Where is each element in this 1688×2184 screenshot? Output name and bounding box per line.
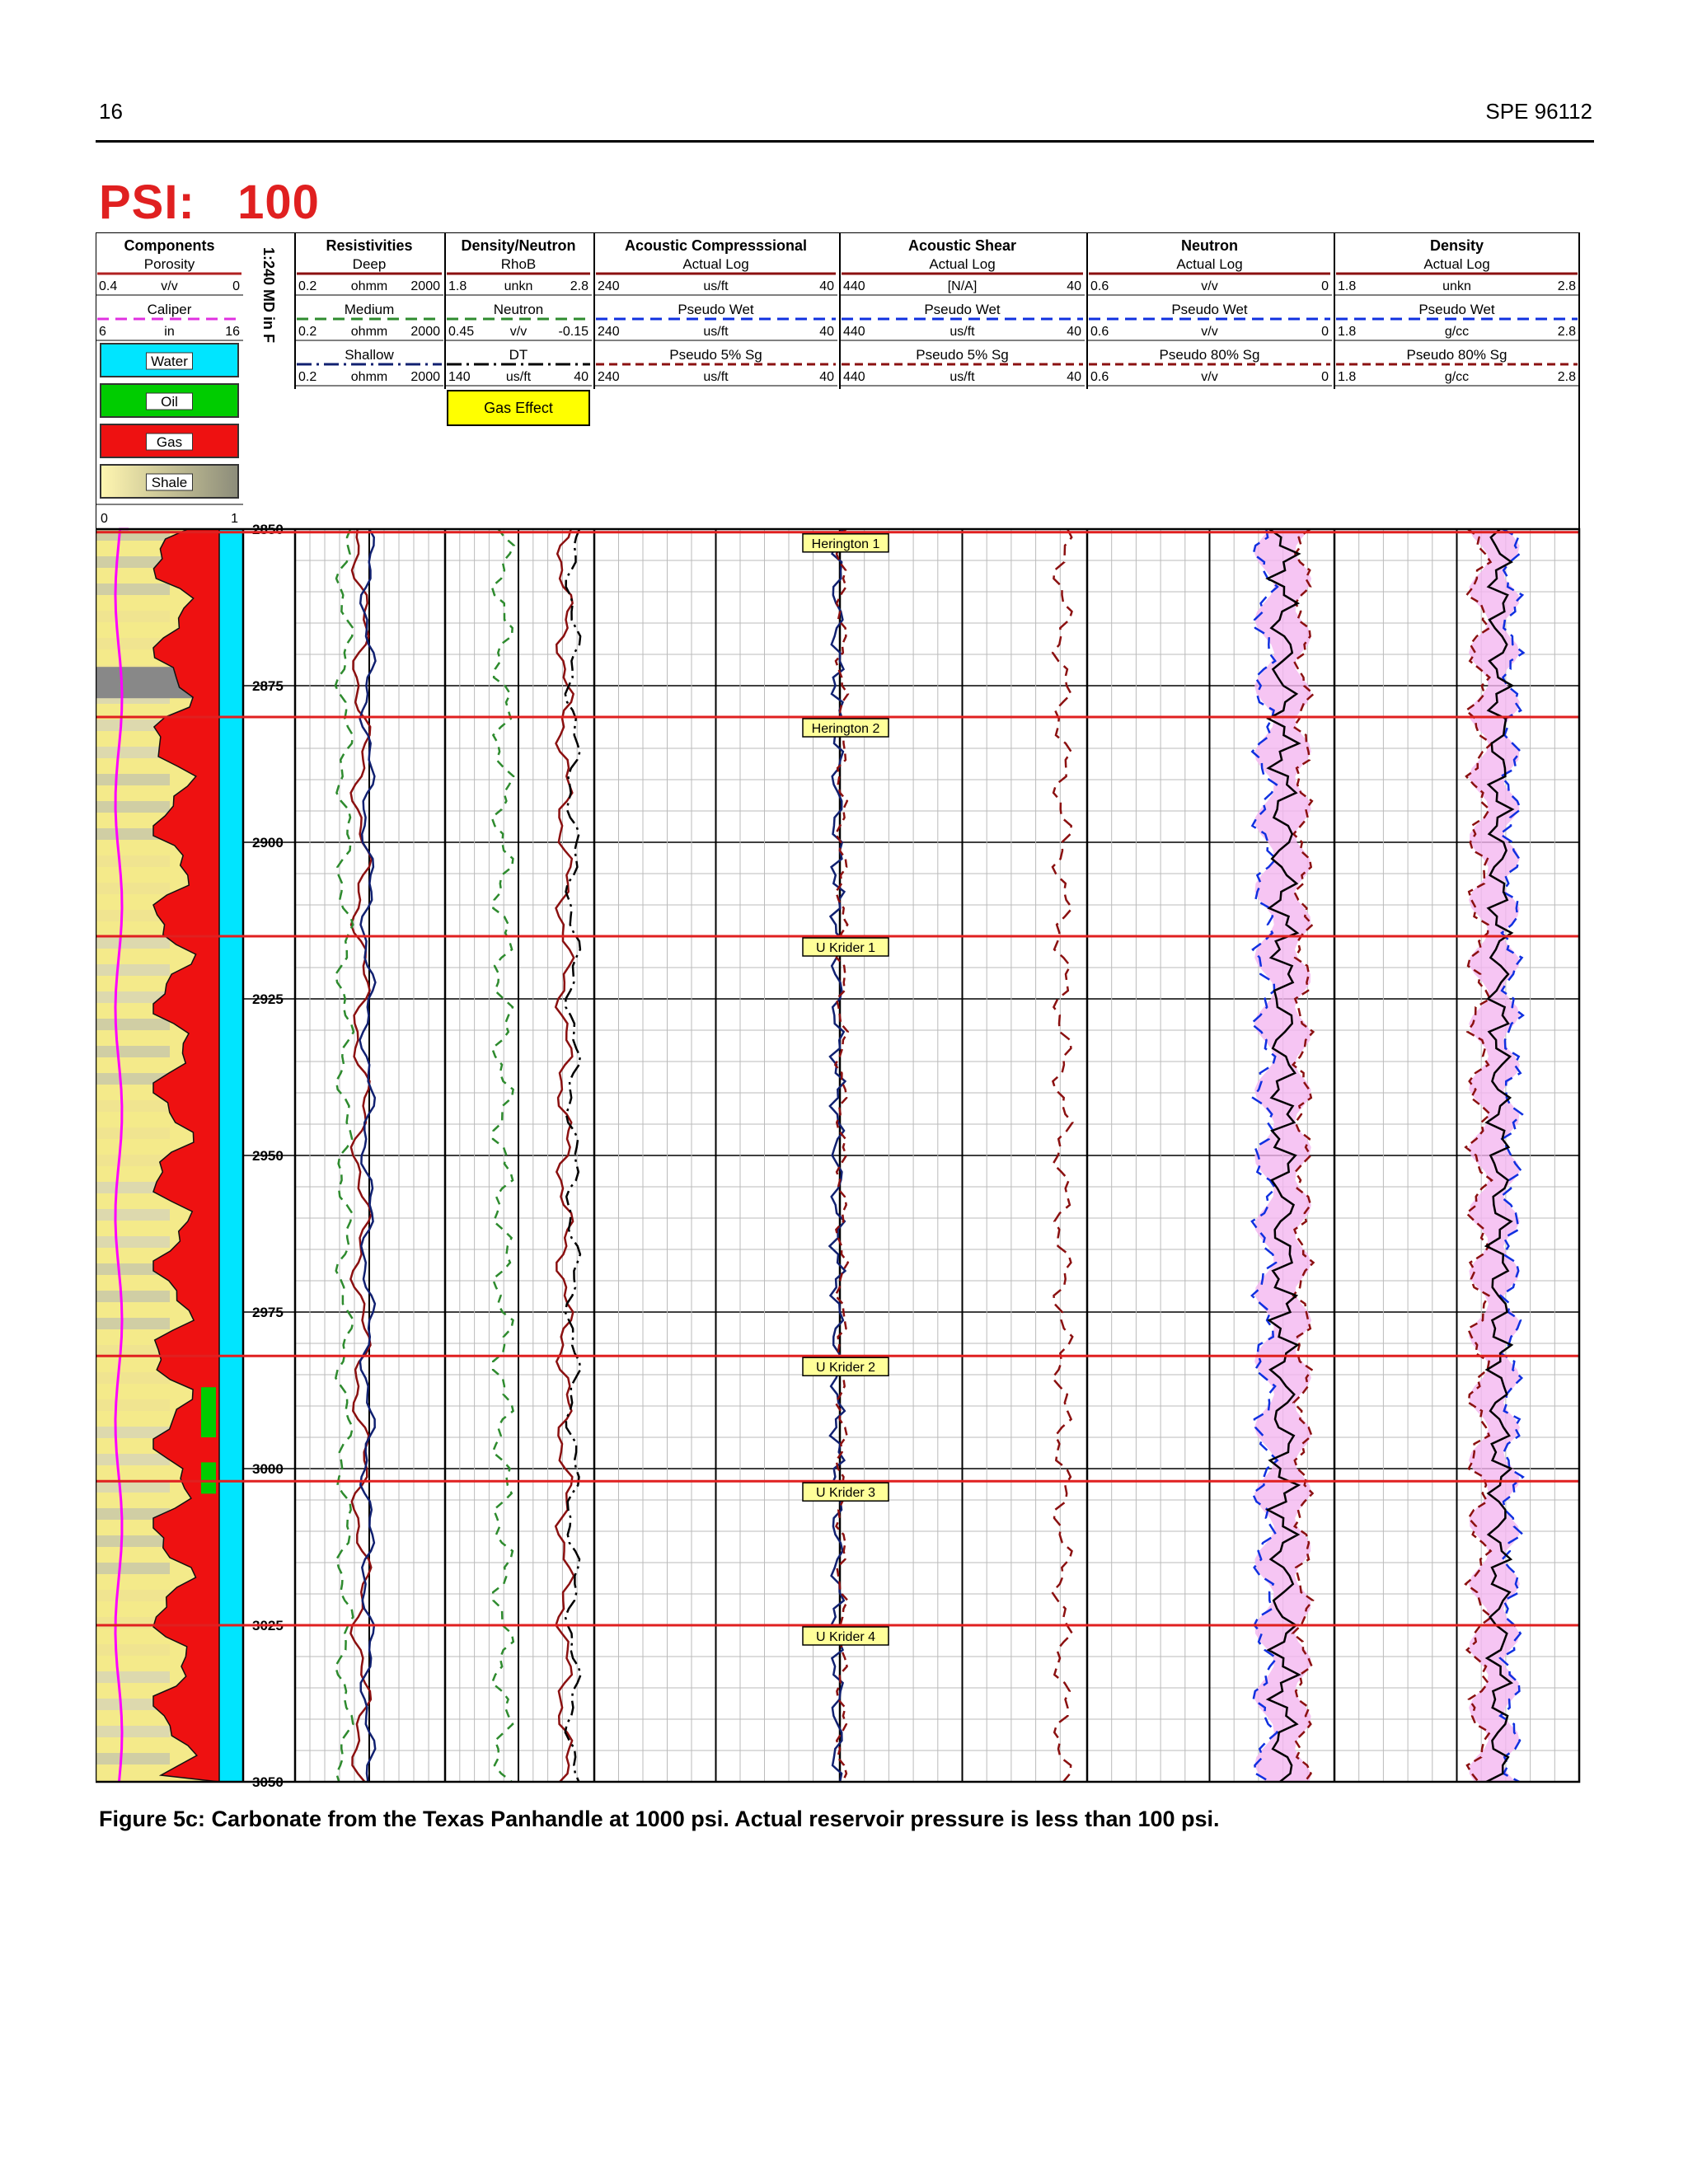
scale-max: 40 — [1067, 279, 1081, 293]
curve-name: Porosity — [143, 256, 195, 272]
curve-unit: us/ft — [950, 325, 975, 339]
scale-max: 2000 — [410, 279, 440, 293]
shale-band — [96, 1209, 170, 1221]
curve-name: Actual Log — [682, 256, 749, 272]
scale-min: 140 — [448, 370, 471, 384]
legend-gas: Gas — [156, 434, 183, 450]
shale-band — [96, 583, 170, 595]
shale-band — [96, 1127, 170, 1139]
depth-label: 2850 — [252, 522, 284, 537]
scale-min: 0.6 — [1090, 370, 1109, 384]
shale-band — [96, 1399, 170, 1411]
shale-band — [96, 1590, 170, 1601]
shale-band — [96, 1236, 170, 1248]
scale-min: 0.6 — [1090, 279, 1109, 293]
track-title: Acoustic Compresssional — [624, 237, 808, 254]
depth-scale-label: 1:240 MD in F — [260, 247, 277, 344]
formation-top-label: U Krider 3 — [815, 1486, 876, 1501]
curve-unit: ohmm — [350, 325, 388, 339]
scale-max: 2.8 — [570, 279, 588, 293]
curve-unit: g/cc — [1444, 370, 1470, 384]
oil-fill — [201, 1462, 216, 1493]
curve-name: Pseudo 5% Sg — [916, 347, 1009, 363]
scale-max: 2.8 — [1557, 370, 1576, 384]
scale-max: 2000 — [410, 325, 440, 339]
shale-band — [96, 1481, 170, 1493]
scale-max: 2000 — [410, 370, 440, 384]
track-title: Density — [1429, 237, 1484, 254]
depth-label: 2975 — [252, 1305, 284, 1320]
track-title: Neutron — [1181, 237, 1238, 254]
formation-top-label: U Krider 2 — [815, 1361, 876, 1376]
curve-unit: us/ft — [703, 279, 729, 293]
shale-band — [96, 1644, 170, 1656]
shale-band — [96, 1563, 170, 1574]
curve-name: Pseudo Wet — [1171, 302, 1248, 317]
shale-band — [96, 1291, 170, 1302]
scale-max: 2.8 — [1557, 325, 1576, 339]
scale-min: 0.4 — [99, 279, 118, 293]
scale-min: 1.8 — [1338, 370, 1357, 384]
shale-band — [96, 1372, 170, 1384]
depth-label: 2950 — [252, 1148, 284, 1164]
shale-band — [96, 529, 170, 541]
shale-band — [96, 1318, 170, 1329]
gas-effect-label: Gas Effect — [484, 400, 553, 416]
shale-band — [96, 801, 170, 813]
shale-band — [96, 964, 170, 976]
curve-unit: v/v — [161, 279, 178, 293]
scale-min: 1.8 — [1338, 279, 1357, 293]
curve-unit: unkn — [504, 279, 533, 293]
scale-max: 0 — [1321, 279, 1329, 293]
curve-name: RhoB — [500, 256, 537, 272]
depth-label: 3025 — [252, 1618, 284, 1633]
scale-min: 440 — [843, 370, 865, 384]
curve-unit: g/cc — [1444, 325, 1470, 339]
scale-max: 40 — [819, 370, 834, 384]
curve-unit: us/ft — [505, 370, 532, 384]
curve-name: Caliper — [147, 302, 192, 317]
depth-label: 3000 — [252, 1461, 284, 1477]
scale-min: 440 — [843, 325, 865, 339]
scale-min: 0.2 — [298, 370, 317, 384]
figure-frame — [96, 232, 1579, 1782]
curve-name: Medium — [344, 302, 395, 317]
shale-band — [96, 611, 170, 622]
header-rule — [96, 140, 1594, 143]
curve-name: Actual Log — [1423, 256, 1490, 272]
curve-name: Actual Log — [1176, 256, 1243, 272]
curve-unit: v/v — [1201, 325, 1218, 339]
scale-min: 1.8 — [448, 279, 467, 293]
depth-label: 3050 — [252, 1774, 284, 1790]
fraction-max: 1 — [231, 512, 238, 526]
curve-name: Pseudo 80% Sg — [1406, 347, 1507, 363]
scale-max: -0.15 — [558, 325, 588, 339]
scale-max: 40 — [1067, 325, 1081, 339]
scale-max: 0 — [1321, 325, 1329, 339]
curve-unit: unkn — [1442, 279, 1471, 293]
curve-name: Pseudo Wet — [924, 302, 1001, 317]
legend-water: Water — [151, 354, 188, 369]
scale-min: 240 — [598, 370, 620, 384]
shale-band — [96, 1535, 170, 1547]
curve-name: Shallow — [345, 347, 394, 363]
scale-max: 40 — [819, 279, 834, 293]
curve-unit: v/v — [509, 325, 528, 339]
depth-label: 2875 — [252, 678, 284, 694]
scale-max: 2.8 — [1557, 279, 1576, 293]
curve-name: Pseudo 5% Sg — [669, 347, 762, 363]
paper-id: SPE 96112 — [1485, 99, 1592, 124]
curve-unit: ohmm — [350, 370, 388, 384]
shale-band — [96, 855, 170, 867]
curve-name: Neutron — [493, 302, 544, 317]
legend-oil: Oil — [161, 394, 178, 410]
curve-unit: v/v — [1201, 370, 1218, 384]
scale-min: 6 — [99, 325, 106, 339]
shale-band — [96, 1671, 170, 1683]
track-title: Density/Neutron — [461, 237, 576, 254]
figure-caption: Figure 5c: Carbonate from the Texas Panhandle at 1000 psi. Actual reservoir pressure is less than 100 psi. — [99, 1807, 1220, 1831]
track-title: Acoustic Shear — [907, 237, 1017, 254]
curve-name: Deep — [352, 256, 387, 272]
shale-band — [96, 883, 170, 894]
curve-unit: [N/A] — [947, 279, 978, 293]
scale-max: 40 — [1067, 370, 1081, 384]
page-number: 16 — [99, 99, 123, 124]
scale-min: 1.8 — [1338, 325, 1357, 339]
scale-min: 240 — [598, 325, 620, 339]
oil-fill — [201, 1387, 216, 1437]
scale-min: 0.2 — [298, 279, 317, 293]
scale-min: 440 — [843, 279, 865, 293]
scale-max: 0 — [1321, 370, 1329, 384]
shale-band — [96, 1100, 170, 1112]
curve-unit: v/v — [1201, 279, 1218, 293]
track-title: Components — [124, 237, 215, 254]
curve-name: DT — [509, 347, 528, 363]
scale-max: 40 — [819, 325, 834, 339]
formation-top-label: U Krider 4 — [815, 1630, 876, 1644]
formation-top-label: U Krider 1 — [815, 941, 876, 955]
shale-band — [96, 937, 170, 949]
depth-label: 2900 — [252, 835, 284, 851]
scale-min: 0.6 — [1090, 325, 1109, 339]
fraction-min: 0 — [101, 512, 108, 526]
scale-max: 16 — [225, 325, 240, 339]
figure-title: PSI: 100 — [99, 176, 320, 229]
track-title: Resistivities — [326, 237, 413, 254]
curve-name: Pseudo Wet — [678, 302, 754, 317]
scale-max: 40 — [574, 370, 588, 384]
legend-shale: Shale — [151, 475, 188, 490]
shale-band — [96, 1046, 170, 1057]
scale-min: 0.45 — [448, 325, 475, 339]
shale-band — [96, 774, 170, 785]
curve-name: Pseudo 80% Sg — [1159, 347, 1260, 363]
shale-band — [96, 1019, 170, 1030]
formation-top-label: Herington 2 — [811, 722, 880, 736]
curve-unit: in — [164, 325, 175, 339]
scale-min: 240 — [598, 279, 620, 293]
curve-unit: us/ft — [703, 370, 729, 384]
curve-unit: ohmm — [350, 279, 388, 293]
curve-name: Actual Log — [929, 256, 996, 272]
shale-band — [96, 1454, 170, 1465]
shale-band — [96, 1155, 170, 1166]
shale-band — [96, 1753, 170, 1765]
curve-name: Pseudo Wet — [1418, 302, 1495, 317]
shale-band — [96, 1726, 170, 1737]
well-log-figure — [96, 232, 1586, 1798]
formation-top-label: Herington 1 — [811, 537, 880, 551]
curve-unit: us/ft — [950, 370, 975, 384]
curve-unit: us/ft — [703, 325, 729, 339]
scale-min: 0.2 — [298, 325, 317, 339]
depth-label: 2925 — [252, 991, 284, 1007]
scale-max: 0 — [232, 279, 240, 293]
